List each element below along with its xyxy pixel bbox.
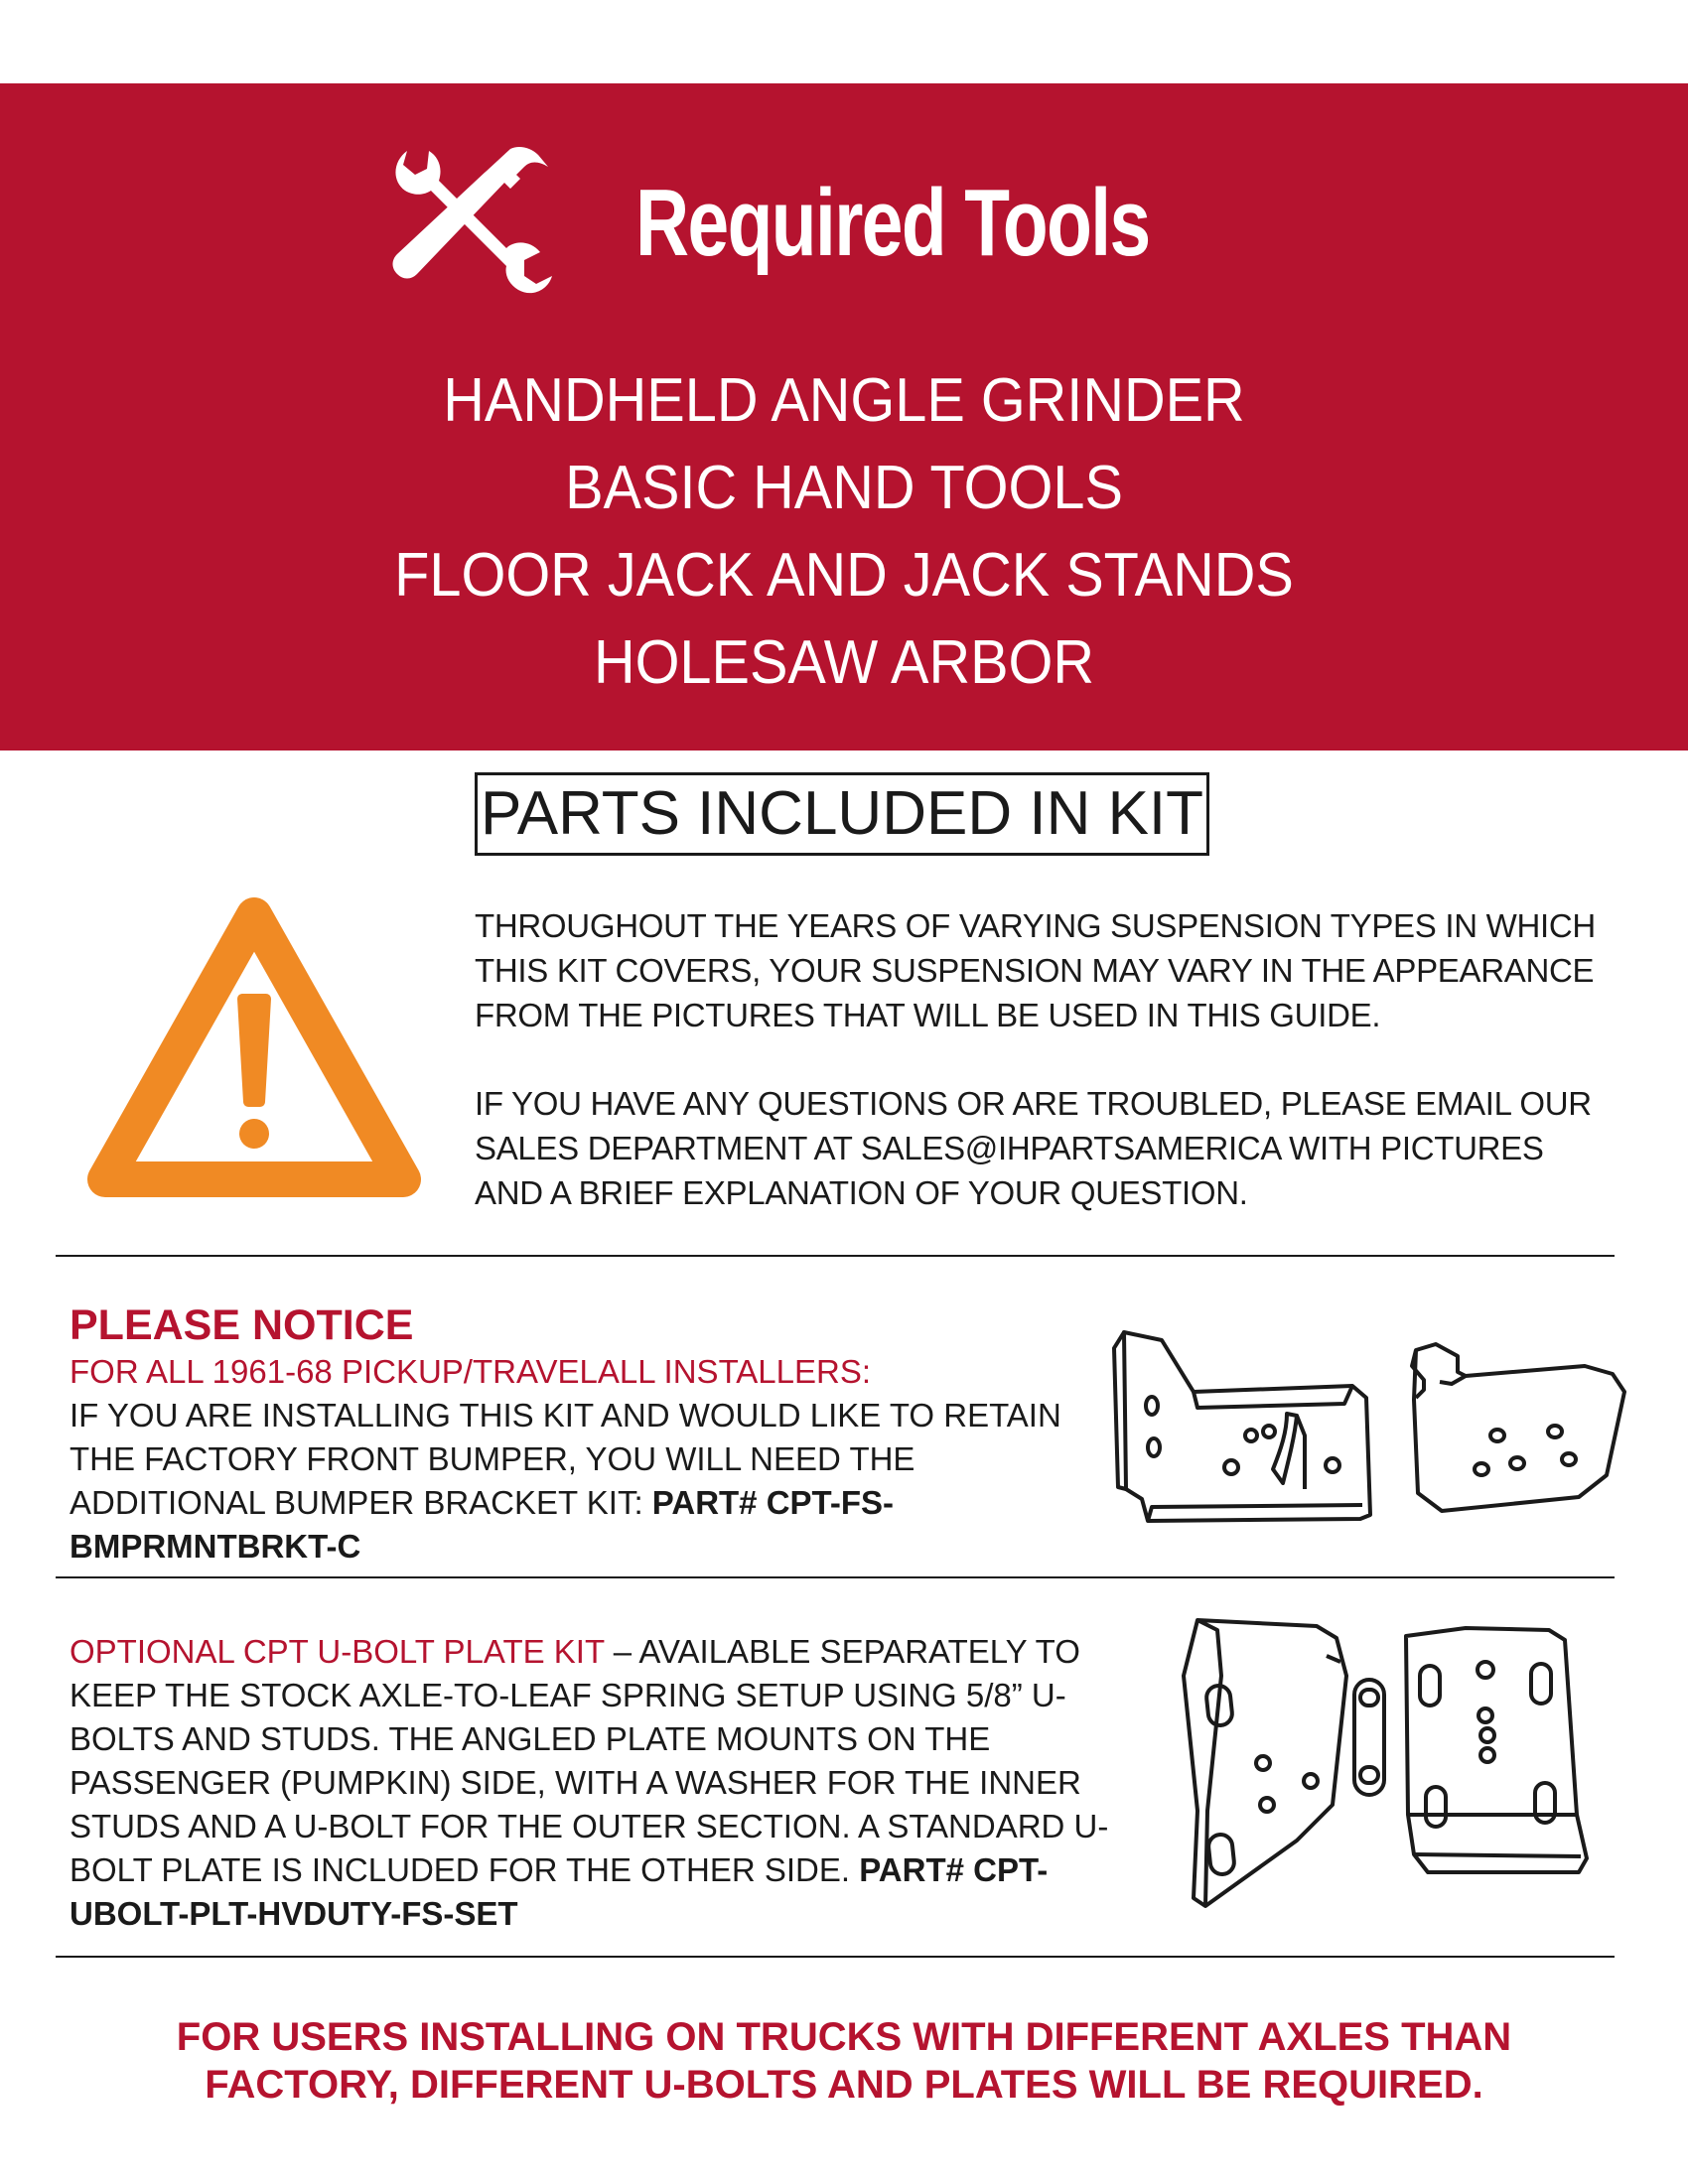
optional-kit-part-number: PART# CPT-UBOLT-PLT-HVDUTY-FS-SET — [70, 1851, 1049, 1932]
footer-line: FACTORY, DIFFERENT U-BOLTS AND PLATES WILL BE REQUIRED. — [205, 2063, 1483, 2107]
caution-paragraph: THROUGHOUT THE YEARS OF VARYING SUSPENSION TYPES IN WHICH THIS KIT COVERS, YOUR SUSPENSION MAY VARY IN THE APPEARANCE FROM THE PICTURES THAT WILL BE USED IN THIS GUIDE. — [475, 907, 1596, 1033]
wrench-hammer-icon — [389, 145, 556, 304]
parts-included-heading: PARTS INCLUDED IN KIT — [475, 772, 1209, 856]
optional-kit-section — [70, 1630, 1142, 1936]
notice-body — [70, 1394, 1102, 1569]
tool-list — [0, 357, 1688, 707]
u-bolt-plate-illustration — [1178, 1616, 1595, 1914]
divider — [56, 1576, 1615, 1578]
tool-item: HANDHELD ANGLE GRINDER — [443, 366, 1245, 435]
optional-kit-label: OPTIONAL CPT U-BOLT PLATE KIT — [70, 1633, 605, 1670]
notice-heading: PLEASE NOTICE — [70, 1301, 414, 1349]
divider — [56, 1956, 1615, 1958]
tool-item: BASIC HAND TOOLS — [565, 454, 1123, 522]
footer-warning — [0, 2013, 1688, 2109]
notice-section — [70, 1300, 1102, 1569]
bumper-bracket-illustration — [1102, 1320, 1638, 1529]
optional-kit-text — [70, 1630, 1142, 1936]
banner-title: Required Tools — [635, 170, 1150, 276]
caution-paragraph: IF YOU HAVE ANY QUESTIONS OR ARE TROUBLED, PLEASE EMAIL OUR SALES DEPARTMENT AT SALES@IHPARTSAMERICA WITH PICTURES AND A BRIEF EXPLANATION OF YOUR QUESTION. — [475, 1085, 1592, 1211]
notice-text: IF YOU ARE INSTALLING THIS KIT AND WOULD LIKE TO RETAIN THE FACTORY FRONT BUMPER, YOU WILL NEED THE ADDITIONAL BUMPER BRACKET KIT: — [70, 1397, 1061, 1521]
tool-item: HOLESAW ARBOR — [593, 628, 1095, 697]
tool-item: FLOOR JACK AND JACK STANDS — [394, 541, 1294, 610]
optional-kit-body: – AVAILABLE SEPARATELY TO KEEP THE STOCK AXLE-TO-LEAF SPRING SETUP USING 5/8” U-BOLTS AND STUDS. THE ANGLED PLATE MOUNTS ON THE PASSENGER (PUMPKIN) SIDE, WITH A WASHER FOR THE INNER STUDS AND A U-BOLT FOR THE OUTER SECTION. A STANDARD U-BOLT PLATE IS INCLUDED FOR THE OTHER SIDE. — [70, 1633, 1109, 1888]
footer-line: FOR USERS INSTALLING ON TRUCKS WITH DIFFERENT AXLES THAN — [176, 2015, 1512, 2059]
warning-triangle-icon — [85, 893, 423, 1203]
caution-text — [475, 903, 1597, 1259]
divider — [56, 1255, 1615, 1257]
notice-subheading: FOR ALL 1961-68 PICKUP/TRAVELALL INSTALLERS: — [70, 1353, 872, 1390]
notice-part-number: PART# CPT-FS-BMPRMNTBRKT-C — [70, 1484, 895, 1565]
